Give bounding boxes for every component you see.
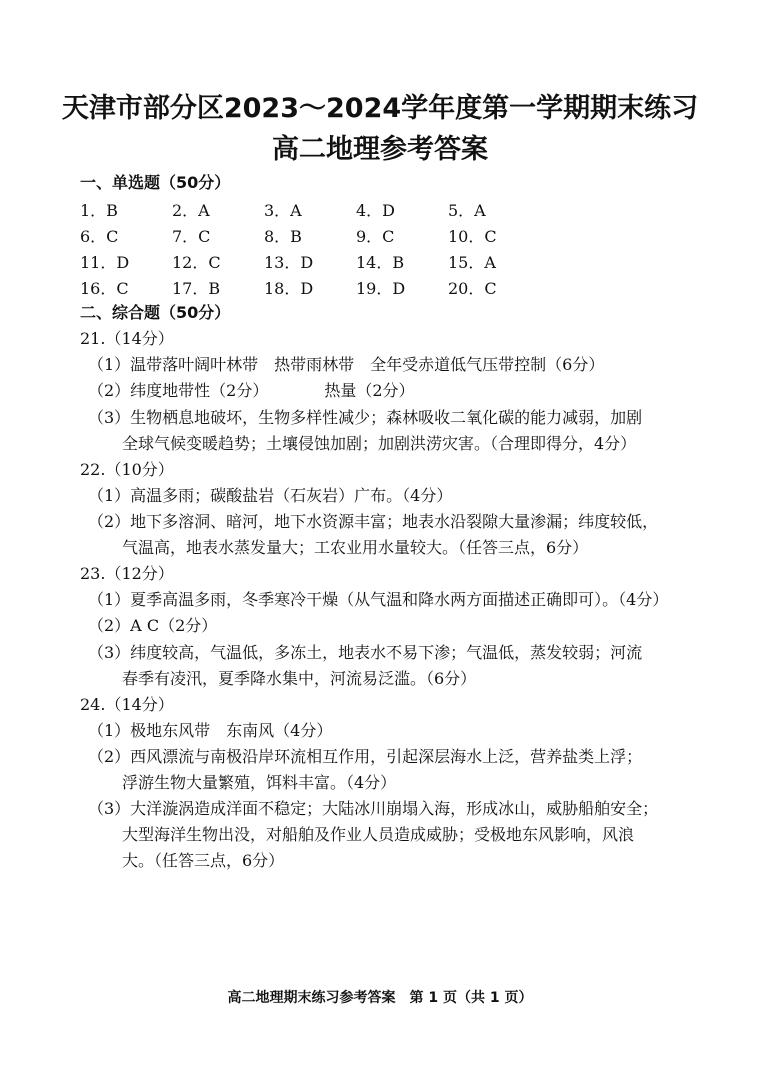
- q21-answer-3-continued: 全球气候变暖趋势；土壤侵蚀加剧；加剧洪涝灾害。（合理即得分，4分）: [122, 434, 637, 453]
- answer-row: [80, 196, 700, 222]
- answer-row: [80, 274, 700, 300]
- answer-item: 17．B: [172, 278, 221, 298]
- document-title: 天津市部分区2023～2024学年度第一学期期末练习: [61, 93, 699, 124]
- q24-answer-3-continued-2: 大。（任答三点，6分）: [122, 851, 285, 870]
- q23-answer-1: （1）夏季高温多雨，冬季寒冷干燥（从气温和降水两方面描述正确即可）。（4分）: [88, 590, 669, 609]
- answer-item: 5．A: [448, 200, 486, 220]
- answer-item: 13．D: [264, 252, 314, 272]
- answer-row: [80, 222, 700, 248]
- answer-item: 10．C: [448, 226, 497, 246]
- answer-item: 6．C: [80, 226, 119, 246]
- answer-item: 16．C: [80, 278, 129, 298]
- section-single-choice-title: 一、单选题（50分）: [80, 173, 231, 192]
- question-24-header: 24.（14分）: [80, 695, 174, 714]
- question-21-header: 21.（14分）: [80, 329, 174, 348]
- answer-item: 4．D: [356, 200, 396, 220]
- answer-item: 19．D: [356, 278, 406, 298]
- q21-answer-1: （1）温带落叶阔叶林带 热带雨林带 全年受赤道低气压带控制（6分）: [88, 355, 605, 374]
- answer-item: 14．B: [356, 252, 405, 272]
- answer-item: 7．C: [172, 226, 211, 246]
- q21-answer-3: （3）生物栖息地破坏，生物多样性减少；森林吸收二氧化碳的能力减弱，加剧: [88, 408, 643, 427]
- page-footer: 高二地理期末练习参考答案 第 1 页（共 1 页）: [227, 990, 533, 1006]
- q22-answer-2-continued: 气温高，地表水蒸发量大；工农业用水量较大。（任答三点，6分）: [122, 538, 589, 557]
- q24-answer-2-continued: 浮游生物大量繁殖，饵料丰富。（4分）: [122, 773, 397, 792]
- answer-item: 18．D: [264, 278, 314, 298]
- question-23-header: 23.（12分）: [80, 564, 174, 583]
- q21-answer-2-part2: 热量（2分）: [324, 381, 415, 400]
- answer-item: 20．C: [448, 278, 497, 298]
- answer-item: 1．B: [80, 200, 118, 220]
- q24-answer-3-continued: 大型海洋生物出没，对船舶及作业人员造成威胁；受极地东风影响，风浪: [122, 825, 635, 844]
- answer-item: 3．A: [264, 200, 302, 220]
- question-22-header: 22.（10分）: [80, 460, 174, 479]
- answer-item: 2．A: [172, 200, 210, 220]
- single-choice-answers: [80, 196, 700, 300]
- q23-answer-2: （2）A C（2分）: [88, 616, 218, 635]
- q24-answer-3: （3）大洋漩涡造成洋面不稳定；大陆冰川崩塌入海，形成冰山，威胁船舶安全；: [88, 799, 659, 818]
- q22-answer-1: （1）高温多雨；碳酸盐岩（石灰岩）广布。（4分）: [88, 486, 453, 505]
- q21-answer-2: [88, 378, 415, 401]
- q23-answer-3: （3）纬度较高，气温低，多冻土，地表水不易下渗；气温低，蒸发较弱；河流: [88, 643, 643, 662]
- answer-item: 8．B: [264, 226, 302, 246]
- answer-item: 15．A: [448, 252, 496, 272]
- q24-answer-1: （1）极地东风带 东南风（4分）: [88, 721, 333, 740]
- answer-row: [80, 248, 700, 274]
- q21-answer-2-part1: （2）纬度地带性（2分）: [88, 381, 269, 400]
- answer-item: 12．C: [172, 252, 221, 272]
- document-subtitle: 高二地理参考答案: [272, 134, 488, 165]
- q24-answer-2: （2）西风漂流与南极沿岸环流相互作用，引起深层海水上泛，营养盐类上浮；: [88, 747, 643, 766]
- q22-answer-2: （2）地下多溶洞、暗河，地下水资源丰富；地表水沿裂隙大量渗漏；纬度较低，: [88, 512, 659, 531]
- answer-item: 9．C: [356, 226, 395, 246]
- q23-answer-3-continued: 春季有凌汛，夏季降水集中，河流易泛滥。（6分）: [122, 669, 477, 688]
- section-comprehensive-title: 二、综合题（50分）: [80, 303, 231, 322]
- answer-item: 11．D: [80, 252, 130, 272]
